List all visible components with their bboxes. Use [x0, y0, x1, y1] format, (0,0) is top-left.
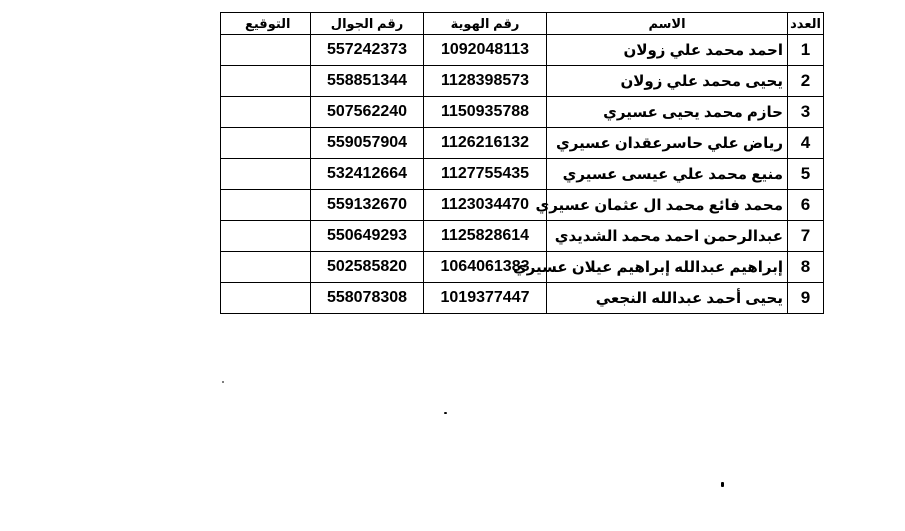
row-number: 6: [788, 190, 824, 221]
table-body: [221, 35, 824, 314]
table-row: [221, 97, 824, 128]
table-row: [221, 221, 824, 252]
header-national-id: رقم الهوية: [424, 13, 547, 35]
row-number: 7: [788, 221, 824, 252]
table-row: [221, 128, 824, 159]
row-national-id: 1125828614: [424, 221, 547, 252]
row-national-id: 1123034470: [424, 190, 547, 221]
row-number: 2: [788, 66, 824, 97]
row-number: 9: [788, 283, 824, 314]
header-row: [221, 13, 824, 35]
row-name: عبدالرحمن احمد محمد الشديدي: [547, 221, 788, 252]
row-name: يحيى محمد علي زولان: [547, 66, 788, 97]
row-number: 8: [788, 252, 824, 283]
header-name: الاسم: [547, 13, 788, 35]
row-mobile: 532412664: [311, 159, 424, 190]
row-mobile: 558078308: [311, 283, 424, 314]
row-national-id: 1092048113: [424, 35, 547, 66]
table-row: [221, 66, 824, 97]
table-row: [221, 252, 824, 283]
row-signature: [221, 252, 311, 283]
row-number: 4: [788, 128, 824, 159]
row-name: احمد محمد علي زولان: [547, 35, 788, 66]
roster-table: [220, 12, 824, 314]
row-number: 1: [788, 35, 824, 66]
row-signature: [221, 35, 311, 66]
row-name: حازم محمد يحيى عسيري: [547, 97, 788, 128]
scan-speck: [444, 412, 447, 414]
row-name: محمد فائع محمد ال عثمان عسيري: [547, 190, 788, 221]
header-signature: التوقيع: [221, 13, 311, 35]
row-signature: [221, 66, 311, 97]
scan-speck: [222, 381, 224, 383]
row-name: رياض علي حاسرعقدان عسيري: [547, 128, 788, 159]
table-row: [221, 190, 824, 221]
row-signature: [221, 190, 311, 221]
row-national-id: 1128398573: [424, 66, 547, 97]
row-mobile: 507562240: [311, 97, 424, 128]
row-national-id: 1150935788: [424, 97, 547, 128]
row-national-id: 1127755435: [424, 159, 547, 190]
table-header: [221, 13, 824, 35]
row-mobile: 557242373: [311, 35, 424, 66]
row-name: منيع محمد علي عيسى عسيري: [547, 159, 788, 190]
header-mobile: رقم الجوال: [311, 13, 424, 35]
row-mobile: 558851344: [311, 66, 424, 97]
row-name: إبراهيم عبدالله إبراهيم عيلان عسيري: [547, 252, 788, 283]
row-name: يحيى أحمد عبدالله النجعي: [547, 283, 788, 314]
row-mobile: 550649293: [311, 221, 424, 252]
row-mobile: 559057904: [311, 128, 424, 159]
row-number: 5: [788, 159, 824, 190]
row-signature: [221, 159, 311, 190]
table-row: [221, 35, 824, 66]
table-row: [221, 283, 824, 314]
table-row: [221, 159, 824, 190]
row-signature: [221, 221, 311, 252]
row-national-id: 1019377447: [424, 283, 547, 314]
header-number: العدد: [788, 13, 824, 35]
row-mobile: 502585820: [311, 252, 424, 283]
row-national-id: 1126216132: [424, 128, 547, 159]
row-national-id: 1064061383: [424, 252, 547, 283]
row-signature: [221, 128, 311, 159]
scan-speck: [721, 482, 724, 487]
row-signature: [221, 283, 311, 314]
row-number: 3: [788, 97, 824, 128]
row-signature: [221, 97, 311, 128]
row-mobile: 559132670: [311, 190, 424, 221]
